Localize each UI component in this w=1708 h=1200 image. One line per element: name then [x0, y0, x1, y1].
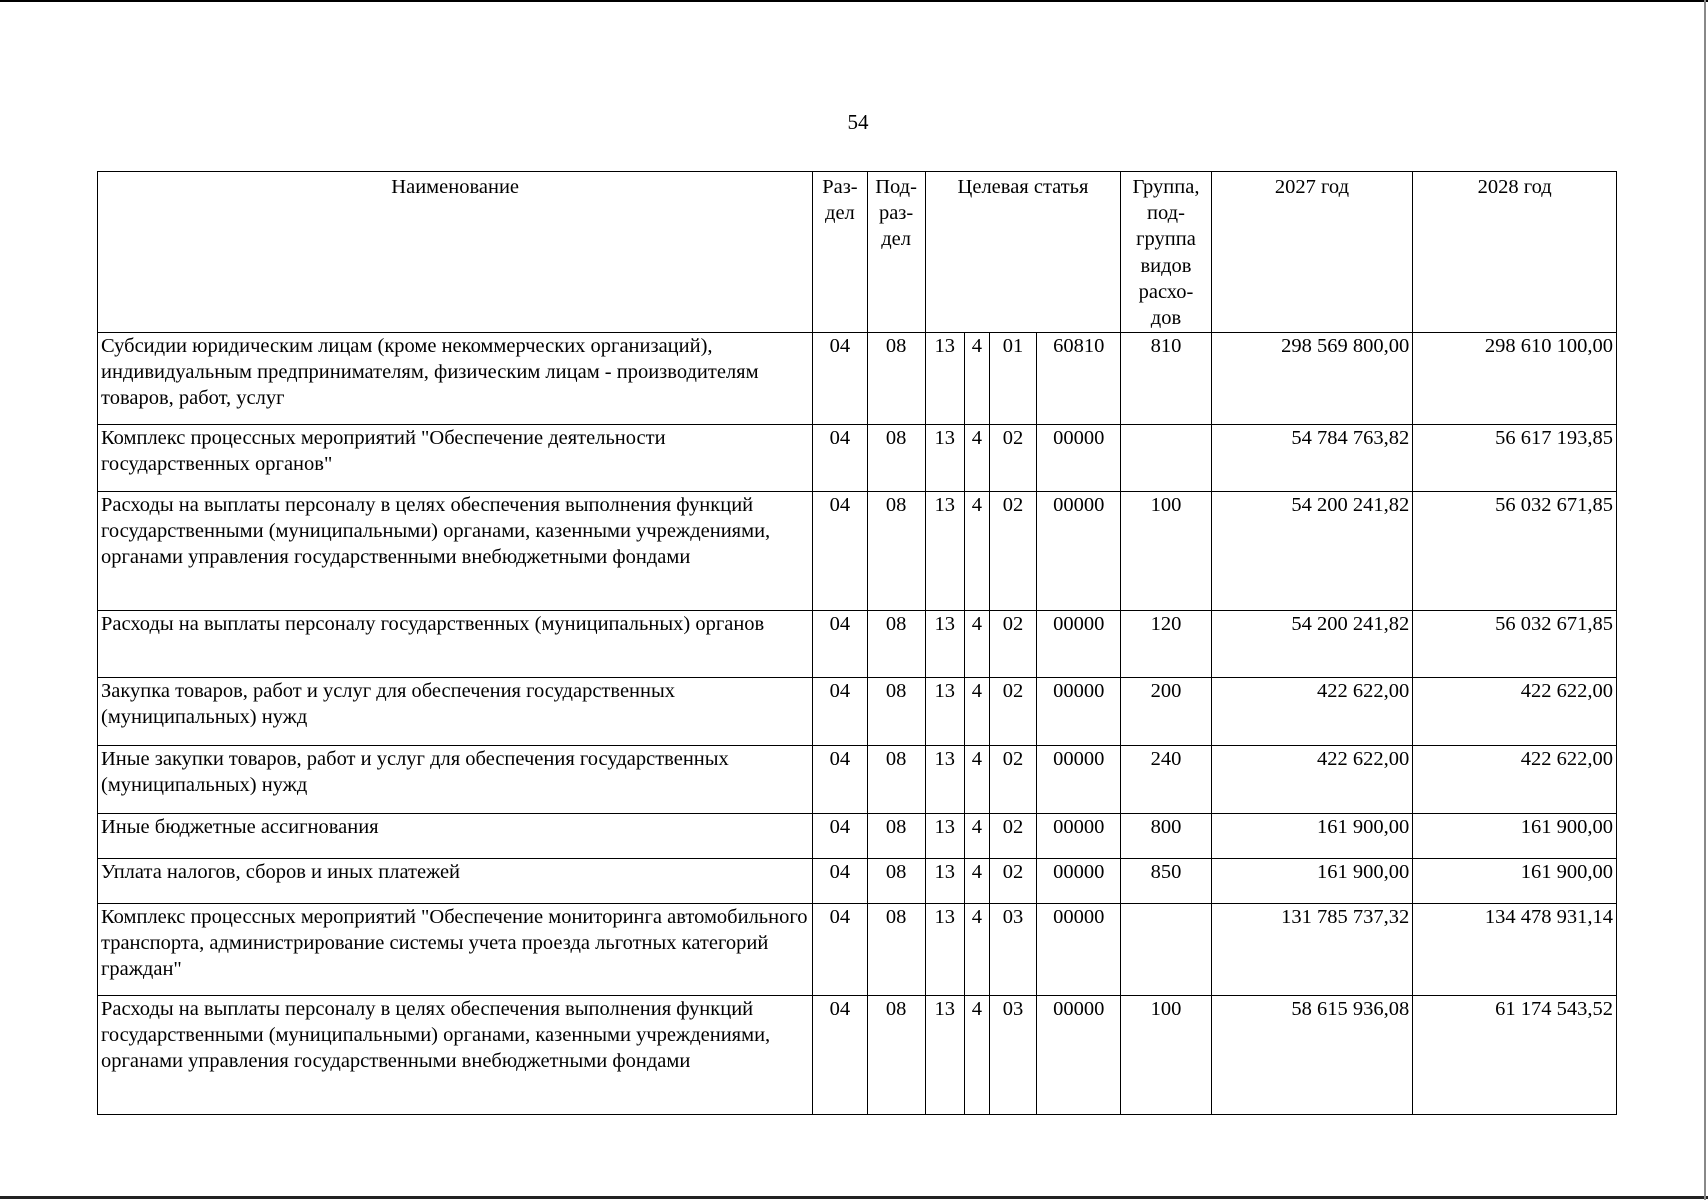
row-amount-2028: 134 478 931,14: [1413, 904, 1617, 996]
row-name: Комплекс процессных мероприятий "Обеспечение деятельности государственных органов": [98, 425, 813, 492]
row-podrazdel: 08: [867, 492, 925, 611]
row-podrazdel: 08: [867, 678, 925, 746]
header-year-2028: 2028 год: [1413, 172, 1617, 333]
row-podrazdel: 08: [867, 611, 925, 678]
page-number: 54: [847, 110, 869, 134]
row-expense-group: 850: [1121, 859, 1211, 904]
row-expense-group: [1121, 425, 1211, 492]
header-target-article: Целевая статья: [925, 172, 1121, 333]
header-expense-group: Группа, под- группа видов расхо- дов: [1121, 172, 1211, 333]
header-row: [98, 172, 1617, 333]
row-target-complex: 02: [989, 425, 1036, 492]
row-expense-group: 800: [1121, 814, 1211, 859]
row-target-program: 13: [925, 333, 964, 425]
row-name: Комплекс процессных мероприятий "Обеспечение мониторинга автомобильного транспорта, администрирование системы учета проезда льготных категорий граждан": [98, 904, 813, 996]
row-target-direction: 00000: [1037, 904, 1121, 996]
row-target-type: 4: [964, 611, 989, 678]
row-target-type: 4: [964, 996, 989, 1115]
row-amount-2028: 56 032 671,85: [1413, 611, 1617, 678]
row-target-program: 13: [925, 746, 964, 814]
row-target-complex: 02: [989, 492, 1036, 611]
row-razdel: 04: [813, 904, 867, 996]
row-target-complex: 02: [989, 859, 1036, 904]
row-amount-2028: 298 610 100,00: [1413, 333, 1617, 425]
row-podrazdel: 08: [867, 996, 925, 1115]
row-target-direction: 60810: [1037, 333, 1121, 425]
row-target-type: 4: [964, 814, 989, 859]
row-amount-2027: 422 622,00: [1211, 746, 1413, 814]
row-amount-2028: 422 622,00: [1413, 746, 1617, 814]
header-razdel: Раз- дел: [813, 172, 867, 333]
row-amount-2027: 54 200 241,82: [1211, 492, 1413, 611]
row-name: Иные закупки товаров, работ и услуг для обеспечения государственных (муниципальных) нужд: [98, 746, 813, 814]
row-amount-2027: 54 200 241,82: [1211, 611, 1413, 678]
row-target-program: 13: [925, 996, 964, 1115]
row-target-type: 4: [964, 492, 989, 611]
row-name: Уплата налогов, сборов и иных платежей: [98, 859, 813, 904]
row-razdel: 04: [813, 611, 867, 678]
row-amount-2027: 54 784 763,82: [1211, 425, 1413, 492]
row-target-program: 13: [925, 492, 964, 611]
row-target-program: 13: [925, 904, 964, 996]
row-name: Расходы на выплаты персоналу в целях обеспечения выполнения функций государственными (муниципальными) органами, казенными учреждениями, органами управления государственными внебюджетными фондами: [98, 492, 813, 611]
row-amount-2028: 56 032 671,85: [1413, 492, 1617, 611]
budget-table: [97, 171, 1617, 1115]
row-podrazdel: 08: [867, 859, 925, 904]
table-row: [98, 425, 1617, 492]
row-target-type: 4: [964, 746, 989, 814]
row-expense-group: 240: [1121, 746, 1211, 814]
row-target-complex: 03: [989, 904, 1036, 996]
row-name: Иные бюджетные ассигнования: [98, 814, 813, 859]
row-amount-2027: 298 569 800,00: [1211, 333, 1413, 425]
row-podrazdel: 08: [867, 333, 925, 425]
row-amount-2027: 161 900,00: [1211, 814, 1413, 859]
row-razdel: 04: [813, 333, 867, 425]
row-target-type: 4: [964, 333, 989, 425]
row-target-program: 13: [925, 859, 964, 904]
row-target-complex: 02: [989, 746, 1036, 814]
row-expense-group: [1121, 904, 1211, 996]
table-row: [98, 859, 1617, 904]
row-amount-2028: 161 900,00: [1413, 859, 1617, 904]
row-expense-group: 120: [1121, 611, 1211, 678]
row-name: Расходы на выплаты персоналу в целях обеспечения выполнения функций государственными (муниципальными) органами, казенными учреждениями, органами управления государственными внебюджетными фондами: [98, 996, 813, 1115]
row-target-program: 13: [925, 678, 964, 746]
row-target-direction: 00000: [1037, 678, 1121, 746]
row-target-type: 4: [964, 859, 989, 904]
row-amount-2027: 422 622,00: [1211, 678, 1413, 746]
row-expense-group: 100: [1121, 996, 1211, 1115]
row-name: Закупка товаров, работ и услуг для обеспечения государственных (муниципальных) нужд: [98, 678, 813, 746]
row-target-complex: 02: [989, 678, 1036, 746]
row-target-complex: 01: [989, 333, 1036, 425]
header-podrazdel: Под- раз- дел: [867, 172, 925, 333]
row-target-direction: 00000: [1037, 425, 1121, 492]
table-row: [98, 678, 1617, 746]
row-target-direction: 00000: [1037, 492, 1121, 611]
table-row: [98, 492, 1617, 611]
row-target-complex: 03: [989, 996, 1036, 1115]
scan-edge-top: [0, 0, 1708, 2]
row-razdel: 04: [813, 859, 867, 904]
row-amount-2027: 58 615 936,08: [1211, 996, 1413, 1115]
row-target-complex: 02: [989, 814, 1036, 859]
row-podrazdel: 08: [867, 746, 925, 814]
table-row: [98, 746, 1617, 814]
row-target-direction: 00000: [1037, 611, 1121, 678]
row-target-direction: 00000: [1037, 814, 1121, 859]
row-razdel: 04: [813, 814, 867, 859]
row-target-program: 13: [925, 814, 964, 859]
row-expense-group: 200: [1121, 678, 1211, 746]
row-name: Субсидии юридическим лицам (кроме некоммерческих организаций), индивидуальным предпринимателям, физическим лицам - производителям товаров, работ, услуг: [98, 333, 813, 425]
row-razdel: 04: [813, 425, 867, 492]
row-target-type: 4: [964, 904, 989, 996]
row-expense-group: 810: [1121, 333, 1211, 425]
scan-edge-right: [1704, 0, 1706, 1200]
row-target-type: 4: [964, 425, 989, 492]
row-target-direction: 00000: [1037, 746, 1121, 814]
row-name: Расходы на выплаты персоналу государственных (муниципальных) органов: [98, 611, 813, 678]
row-podrazdel: 08: [867, 814, 925, 859]
row-target-direction: 00000: [1037, 996, 1121, 1115]
row-target-complex: 02: [989, 611, 1036, 678]
row-target-type: 4: [964, 678, 989, 746]
row-podrazdel: 08: [867, 904, 925, 996]
table-row: [98, 333, 1617, 425]
table-row: [98, 611, 1617, 678]
scan-edge-bottom: [0, 1196, 1708, 1199]
table-body: [98, 333, 1617, 1115]
row-amount-2027: 161 900,00: [1211, 859, 1413, 904]
row-amount-2028: 161 900,00: [1413, 814, 1617, 859]
row-razdel: 04: [813, 746, 867, 814]
row-razdel: 04: [813, 492, 867, 611]
table-row: [98, 904, 1617, 996]
row-expense-group: 100: [1121, 492, 1211, 611]
table-row: [98, 996, 1617, 1115]
row-target-direction: 00000: [1037, 859, 1121, 904]
row-amount-2028: 61 174 543,52: [1413, 996, 1617, 1115]
row-amount-2028: 56 617 193,85: [1413, 425, 1617, 492]
row-target-program: 13: [925, 425, 964, 492]
row-amount-2027: 131 785 737,32: [1211, 904, 1413, 996]
row-razdel: 04: [813, 678, 867, 746]
header-year-2027: 2027 год: [1211, 172, 1413, 333]
table-row: [98, 814, 1617, 859]
row-target-program: 13: [925, 611, 964, 678]
row-razdel: 04: [813, 996, 867, 1115]
row-amount-2028: 422 622,00: [1413, 678, 1617, 746]
header-name: Наименование: [98, 172, 813, 333]
row-podrazdel: 08: [867, 425, 925, 492]
